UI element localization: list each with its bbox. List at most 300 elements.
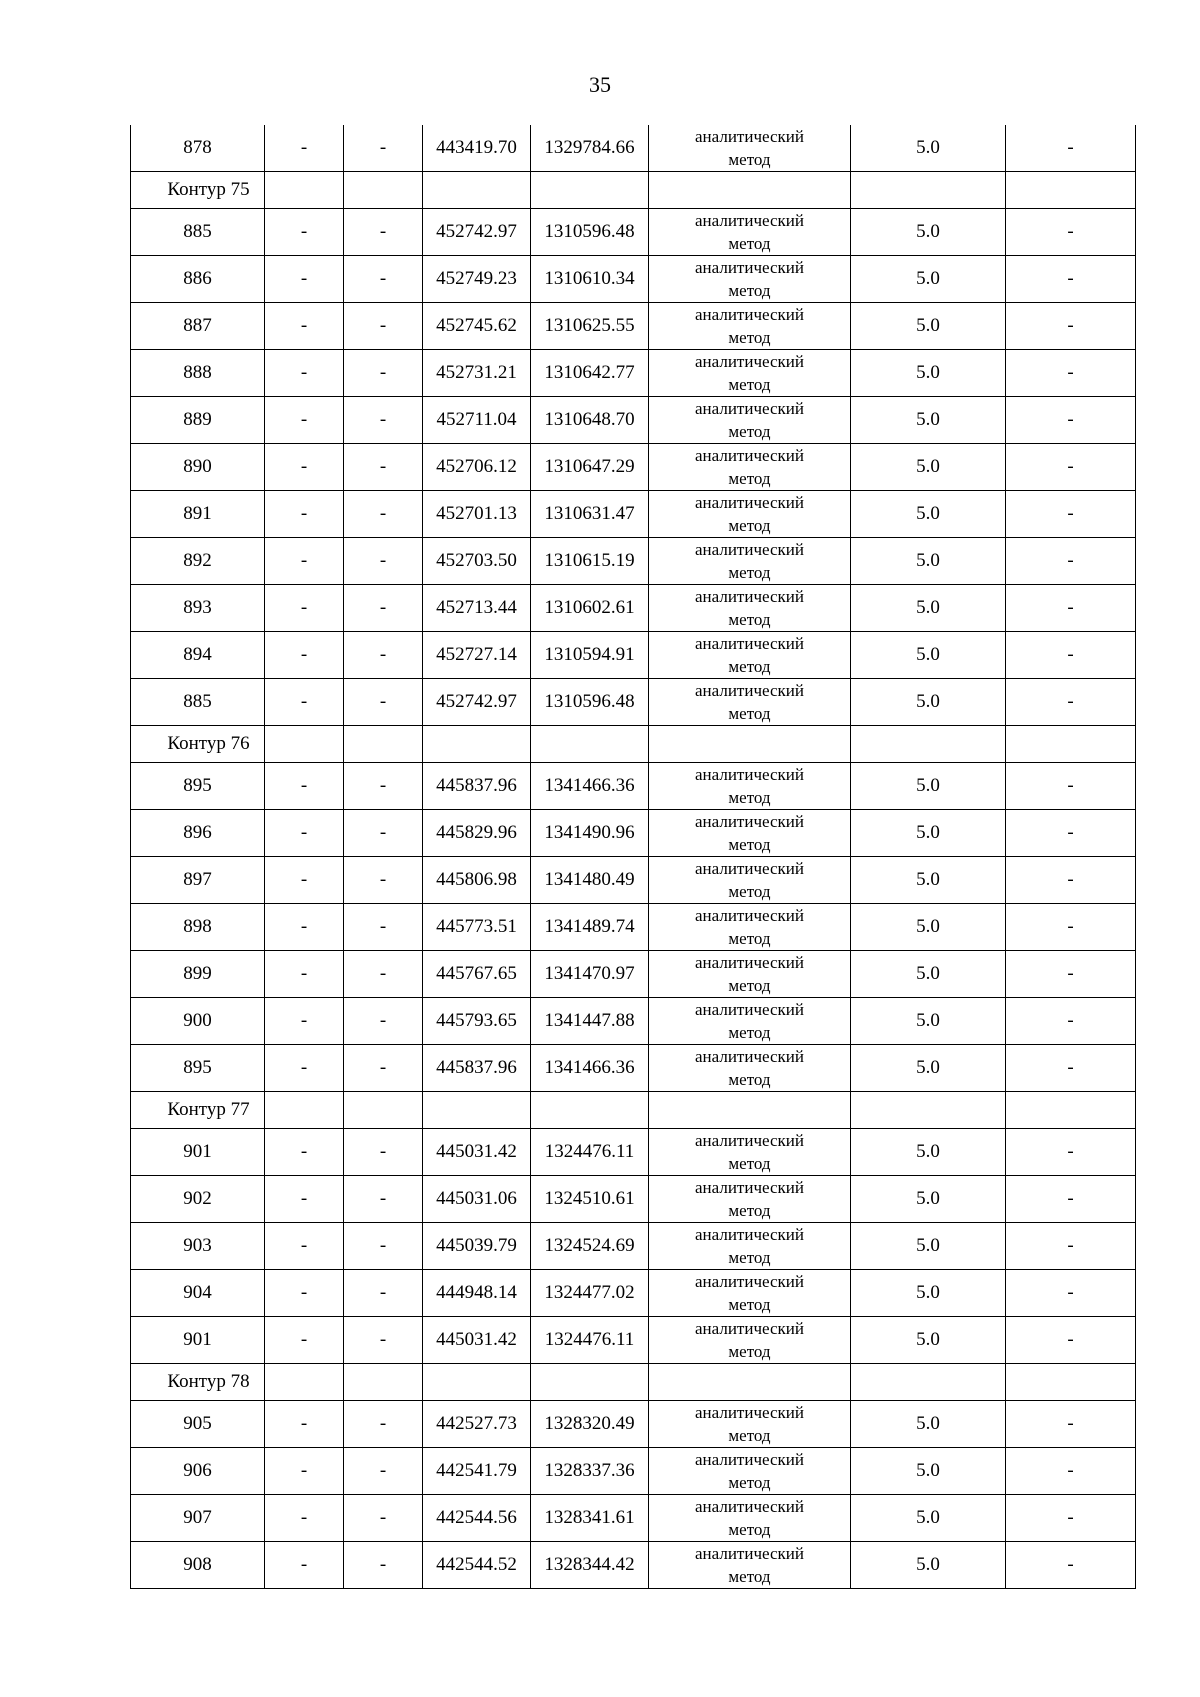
contour-label: Контур 76 [131, 726, 265, 763]
method-line-1: аналитический [695, 812, 804, 831]
method-cell [649, 1448, 851, 1495]
y-coordinate-cell: 1310596.48 [531, 679, 649, 726]
dash-cell: - [265, 1542, 344, 1589]
method-line-1: аналитический [695, 1225, 804, 1244]
dash-cell: - [1006, 632, 1136, 679]
precision-cell: 5.0 [851, 1270, 1006, 1317]
x-coordinate-cell: 444948.14 [423, 1270, 531, 1317]
x-coordinate-cell: 445837.96 [423, 763, 531, 810]
dash-cell: - [265, 397, 344, 444]
empty-cell [531, 726, 649, 763]
precision-cell: 5.0 [851, 209, 1006, 256]
method-line-2: метод [728, 281, 771, 300]
method-cell [649, 1045, 851, 1092]
precision-cell: 5.0 [851, 350, 1006, 397]
dash-cell: - [265, 904, 344, 951]
y-coordinate-cell: 1341466.36 [531, 763, 649, 810]
y-coordinate-cell: 1324476.11 [531, 1317, 649, 1364]
y-coordinate-cell: 1324476.11 [531, 1129, 649, 1176]
method-cell [649, 857, 851, 904]
empty-cell [531, 1364, 649, 1401]
x-coordinate-cell: 452742.97 [423, 209, 531, 256]
dash-cell: - [1006, 810, 1136, 857]
table-row [131, 1317, 1136, 1364]
dash-cell: - [265, 1270, 344, 1317]
method-cell [649, 1317, 851, 1364]
dash-cell: - [1006, 904, 1136, 951]
dash-cell: - [1006, 350, 1136, 397]
point-number-cell: 902 [131, 1176, 265, 1223]
dash-cell: - [344, 538, 423, 585]
precision-cell: 5.0 [851, 585, 1006, 632]
point-number-cell: 878 [131, 125, 265, 172]
x-coordinate-cell: 452701.13 [423, 491, 531, 538]
method-line-2: метод [728, 929, 771, 948]
dash-cell: - [265, 1223, 344, 1270]
dash-cell: - [1006, 763, 1136, 810]
method-line-1: аналитический [695, 1450, 804, 1469]
y-coordinate-cell: 1341447.88 [531, 998, 649, 1045]
point-number-cell: 895 [131, 763, 265, 810]
empty-cell [423, 1092, 531, 1129]
dash-cell: - [265, 1317, 344, 1364]
precision-cell: 5.0 [851, 444, 1006, 491]
empty-cell [344, 172, 423, 209]
point-number-cell: 899 [131, 951, 265, 998]
method-line-2: метод [728, 657, 771, 676]
x-coordinate-cell: 445837.96 [423, 1045, 531, 1092]
method-line-2: метод [728, 1426, 771, 1445]
y-coordinate-cell: 1310631.47 [531, 491, 649, 538]
precision-cell: 5.0 [851, 998, 1006, 1045]
empty-cell [344, 1364, 423, 1401]
dash-cell: - [265, 763, 344, 810]
table-row [131, 444, 1136, 491]
dash-cell: - [1006, 256, 1136, 303]
y-coordinate-cell: 1341490.96 [531, 810, 649, 857]
method-line-1: аналитический [695, 446, 804, 465]
method-line-2: метод [728, 1023, 771, 1042]
method-line-1: аналитический [695, 1131, 804, 1150]
point-number-cell: 898 [131, 904, 265, 951]
dash-cell: - [344, 125, 423, 172]
y-coordinate-cell: 1324524.69 [531, 1223, 649, 1270]
y-coordinate-cell: 1328344.42 [531, 1542, 649, 1589]
dash-cell: - [265, 1448, 344, 1495]
method-cell [649, 350, 851, 397]
point-number-cell: 896 [131, 810, 265, 857]
method-line-2: метод [728, 835, 771, 854]
table-row [131, 209, 1136, 256]
precision-cell: 5.0 [851, 1129, 1006, 1176]
point-number-cell: 895 [131, 1045, 265, 1092]
x-coordinate-cell: 452742.97 [423, 679, 531, 726]
precision-cell: 5.0 [851, 904, 1006, 951]
dash-cell: - [1006, 538, 1136, 585]
empty-cell [1006, 726, 1136, 763]
method-line-1: аналитический [695, 1544, 804, 1563]
precision-cell: 5.0 [851, 951, 1006, 998]
dash-cell: - [344, 397, 423, 444]
dash-cell: - [265, 857, 344, 904]
dash-cell: - [1006, 1495, 1136, 1542]
empty-cell [423, 172, 531, 209]
method-cell [649, 1495, 851, 1542]
table-row [131, 763, 1136, 810]
method-line-1: аналитический [695, 1403, 804, 1422]
x-coordinate-cell: 452749.23 [423, 256, 531, 303]
dash-cell: - [344, 303, 423, 350]
point-number-cell: 893 [131, 585, 265, 632]
method-line-2: метод [728, 328, 771, 347]
method-cell [649, 397, 851, 444]
dash-cell: - [344, 1401, 423, 1448]
point-number-cell: 905 [131, 1401, 265, 1448]
y-coordinate-cell: 1310602.61 [531, 585, 649, 632]
x-coordinate-cell: 445031.42 [423, 1129, 531, 1176]
precision-cell: 5.0 [851, 397, 1006, 444]
table-row [131, 1542, 1136, 1589]
table-row [131, 857, 1136, 904]
dash-cell: - [265, 491, 344, 538]
method-line-1: аналитический [695, 258, 804, 277]
point-number-cell: 903 [131, 1223, 265, 1270]
x-coordinate-cell: 452731.21 [423, 350, 531, 397]
precision-cell: 5.0 [851, 1448, 1006, 1495]
dash-cell: - [1006, 585, 1136, 632]
method-line-2: метод [728, 1473, 771, 1492]
precision-cell: 5.0 [851, 1495, 1006, 1542]
dash-cell: - [1006, 1223, 1136, 1270]
dash-cell: - [1006, 1270, 1136, 1317]
method-line-2: метод [728, 1154, 771, 1173]
method-cell [649, 256, 851, 303]
method-line-1: аналитический [695, 953, 804, 972]
x-coordinate-cell: 452713.44 [423, 585, 531, 632]
table-row [131, 397, 1136, 444]
dash-cell: - [344, 763, 423, 810]
y-coordinate-cell: 1310596.48 [531, 209, 649, 256]
method-cell [649, 679, 851, 726]
dash-cell: - [344, 904, 423, 951]
method-line-2: метод [728, 563, 771, 582]
method-line-2: метод [728, 375, 771, 394]
dash-cell: - [344, 444, 423, 491]
empty-cell [423, 726, 531, 763]
dash-cell: - [1006, 1448, 1136, 1495]
table-row [131, 1448, 1136, 1495]
x-coordinate-cell: 445773.51 [423, 904, 531, 951]
precision-cell: 5.0 [851, 763, 1006, 810]
empty-cell [265, 726, 344, 763]
dash-cell: - [1006, 444, 1136, 491]
precision-cell: 5.0 [851, 538, 1006, 585]
method-line-2: метод [728, 1248, 771, 1267]
table-row [131, 632, 1136, 679]
x-coordinate-cell: 445829.96 [423, 810, 531, 857]
contour-label: Контур 78 [131, 1364, 265, 1401]
precision-cell: 5.0 [851, 1176, 1006, 1223]
dash-cell: - [344, 1045, 423, 1092]
method-line-1: аналитический [695, 540, 804, 559]
method-cell [649, 209, 851, 256]
method-cell [649, 303, 851, 350]
y-coordinate-cell: 1341470.97 [531, 951, 649, 998]
table-row [131, 1401, 1136, 1448]
dash-cell: - [265, 350, 344, 397]
method-cell [649, 1401, 851, 1448]
precision-cell: 5.0 [851, 491, 1006, 538]
table-row [131, 538, 1136, 585]
y-coordinate-cell: 1328320.49 [531, 1401, 649, 1448]
precision-cell: 5.0 [851, 857, 1006, 904]
point-number-cell: 907 [131, 1495, 265, 1542]
method-line-1: аналитический [695, 352, 804, 371]
contour-header-row [131, 1092, 1136, 1129]
x-coordinate-cell: 442541.79 [423, 1448, 531, 1495]
method-line-1: аналитический [695, 1178, 804, 1197]
point-number-cell: 885 [131, 209, 265, 256]
method-cell [649, 585, 851, 632]
table-row [131, 585, 1136, 632]
dash-cell: - [265, 632, 344, 679]
dash-cell: - [265, 810, 344, 857]
empty-cell [649, 726, 851, 763]
method-cell [649, 951, 851, 998]
empty-cell [851, 1364, 1006, 1401]
table-row [131, 125, 1136, 172]
y-coordinate-cell: 1328341.61 [531, 1495, 649, 1542]
table-row [131, 491, 1136, 538]
dash-cell: - [344, 998, 423, 1045]
dash-cell: - [265, 444, 344, 491]
method-line-2: метод [728, 469, 771, 488]
dash-cell: - [344, 951, 423, 998]
y-coordinate-cell: 1341466.36 [531, 1045, 649, 1092]
dash-cell: - [265, 1045, 344, 1092]
contour-header-row [131, 1364, 1136, 1401]
point-number-cell: 892 [131, 538, 265, 585]
point-number-cell: 904 [131, 1270, 265, 1317]
dash-cell: - [1006, 951, 1136, 998]
dash-cell: - [344, 1495, 423, 1542]
empty-cell [531, 1092, 649, 1129]
y-coordinate-cell: 1310594.91 [531, 632, 649, 679]
precision-cell: 5.0 [851, 125, 1006, 172]
method-line-1: аналитический [695, 493, 804, 512]
empty-cell [851, 726, 1006, 763]
dash-cell: - [344, 632, 423, 679]
x-coordinate-cell: 445031.06 [423, 1176, 531, 1223]
y-coordinate-cell: 1341489.74 [531, 904, 649, 951]
empty-cell [1006, 1092, 1136, 1129]
empty-cell [1006, 172, 1136, 209]
method-cell [649, 763, 851, 810]
dash-cell: - [344, 491, 423, 538]
method-cell [649, 904, 851, 951]
dash-cell: - [344, 1542, 423, 1589]
dash-cell: - [265, 538, 344, 585]
table-row [131, 904, 1136, 951]
point-number-cell: 887 [131, 303, 265, 350]
empty-cell [344, 1092, 423, 1129]
dash-cell: - [1006, 1176, 1136, 1223]
point-number-cell: 891 [131, 491, 265, 538]
method-line-1: аналитический [695, 1047, 804, 1066]
method-line-2: метод [728, 1070, 771, 1089]
x-coordinate-cell: 442527.73 [423, 1401, 531, 1448]
table-row [131, 1176, 1136, 1223]
point-number-cell: 889 [131, 397, 265, 444]
method-cell [649, 444, 851, 491]
y-coordinate-cell: 1310615.19 [531, 538, 649, 585]
method-cell [649, 125, 851, 172]
empty-cell [265, 1364, 344, 1401]
x-coordinate-cell: 445806.98 [423, 857, 531, 904]
dash-cell: - [344, 1270, 423, 1317]
y-coordinate-cell: 1341480.49 [531, 857, 649, 904]
y-coordinate-cell: 1310610.34 [531, 256, 649, 303]
method-cell [649, 1176, 851, 1223]
table-row [131, 679, 1136, 726]
x-coordinate-cell: 445039.79 [423, 1223, 531, 1270]
empty-cell [1006, 1364, 1136, 1401]
precision-cell: 5.0 [851, 1317, 1006, 1364]
dash-cell: - [265, 256, 344, 303]
precision-cell: 5.0 [851, 1542, 1006, 1589]
dash-cell: - [1006, 491, 1136, 538]
precision-cell: 5.0 [851, 256, 1006, 303]
method-line-1: аналитический [695, 305, 804, 324]
dash-cell: - [265, 1401, 344, 1448]
dash-cell: - [1006, 125, 1136, 172]
contour-label: Контур 77 [131, 1092, 265, 1129]
point-number-cell: 897 [131, 857, 265, 904]
x-coordinate-cell: 452703.50 [423, 538, 531, 585]
method-cell [649, 538, 851, 585]
y-coordinate-cell: 1310647.29 [531, 444, 649, 491]
dash-cell: - [1006, 1542, 1136, 1589]
x-coordinate-cell: 442544.52 [423, 1542, 531, 1589]
method-line-2: метод [728, 704, 771, 723]
method-line-2: метод [728, 234, 771, 253]
point-number-cell: 885 [131, 679, 265, 726]
point-number-cell: 886 [131, 256, 265, 303]
y-coordinate-cell: 1310625.55 [531, 303, 649, 350]
empty-cell [649, 172, 851, 209]
precision-cell: 5.0 [851, 303, 1006, 350]
method-line-2: метод [728, 610, 771, 629]
method-line-2: метод [728, 516, 771, 535]
method-line-2: метод [728, 1295, 771, 1314]
method-line-1: аналитический [695, 1272, 804, 1291]
dash-cell: - [344, 1129, 423, 1176]
table-row [131, 1129, 1136, 1176]
dash-cell: - [344, 585, 423, 632]
x-coordinate-cell: 442544.56 [423, 1495, 531, 1542]
precision-cell: 5.0 [851, 1223, 1006, 1270]
table-row [131, 1223, 1136, 1270]
precision-cell: 5.0 [851, 679, 1006, 726]
empty-cell [649, 1092, 851, 1129]
method-line-2: метод [728, 882, 771, 901]
method-line-2: метод [728, 788, 771, 807]
y-coordinate-cell: 1329784.66 [531, 125, 649, 172]
dash-cell: - [1006, 397, 1136, 444]
method-line-2: метод [728, 1567, 771, 1586]
point-number-cell: 901 [131, 1317, 265, 1364]
table-row [131, 1270, 1136, 1317]
method-line-1: аналитический [695, 127, 804, 146]
dash-cell: - [265, 679, 344, 726]
method-line-1: аналитический [695, 399, 804, 418]
method-cell [649, 1223, 851, 1270]
dash-cell: - [265, 1176, 344, 1223]
method-line-2: метод [728, 150, 771, 169]
table-row [131, 998, 1136, 1045]
empty-cell [851, 172, 1006, 209]
page-number: 35 [589, 72, 611, 97]
point-number-cell: 890 [131, 444, 265, 491]
dash-cell: - [344, 209, 423, 256]
method-line-1: аналитический [695, 1000, 804, 1019]
empty-cell [265, 1092, 344, 1129]
method-line-1: аналитический [695, 681, 804, 700]
dash-cell: - [265, 951, 344, 998]
method-line-1: аналитический [695, 1497, 804, 1516]
empty-cell [531, 172, 649, 209]
table-row [131, 350, 1136, 397]
table-row [131, 810, 1136, 857]
y-coordinate-cell: 1324477.02 [531, 1270, 649, 1317]
dash-cell: - [265, 1495, 344, 1542]
method-line-1: аналитический [695, 906, 804, 925]
dash-cell: - [1006, 1045, 1136, 1092]
method-line-1: аналитический [695, 587, 804, 606]
dash-cell: - [265, 998, 344, 1045]
table-row [131, 303, 1136, 350]
dash-cell: - [344, 1317, 423, 1364]
table-row [131, 951, 1136, 998]
x-coordinate-cell: 452711.04 [423, 397, 531, 444]
point-number-cell: 908 [131, 1542, 265, 1589]
method-line-1: аналитический [695, 765, 804, 784]
dash-cell: - [1006, 679, 1136, 726]
method-cell [649, 1129, 851, 1176]
dash-cell: - [1006, 998, 1136, 1045]
method-line-2: метод [728, 976, 771, 995]
y-coordinate-cell: 1328337.36 [531, 1448, 649, 1495]
method-line-2: метод [728, 1520, 771, 1539]
x-coordinate-cell: 445793.65 [423, 998, 531, 1045]
empty-cell [265, 172, 344, 209]
y-coordinate-cell: 1310642.77 [531, 350, 649, 397]
method-cell [649, 491, 851, 538]
dash-cell: - [1006, 303, 1136, 350]
method-line-1: аналитический [695, 1319, 804, 1338]
x-coordinate-cell: 452706.12 [423, 444, 531, 491]
dash-cell: - [1006, 1317, 1136, 1364]
method-cell [649, 998, 851, 1045]
method-cell [649, 632, 851, 679]
point-number-cell: 906 [131, 1448, 265, 1495]
x-coordinate-cell: 445767.65 [423, 951, 531, 998]
precision-cell: 5.0 [851, 1401, 1006, 1448]
dash-cell: - [344, 857, 423, 904]
method-cell [649, 1542, 851, 1589]
method-line-2: метод [728, 1201, 771, 1220]
empty-cell [344, 726, 423, 763]
